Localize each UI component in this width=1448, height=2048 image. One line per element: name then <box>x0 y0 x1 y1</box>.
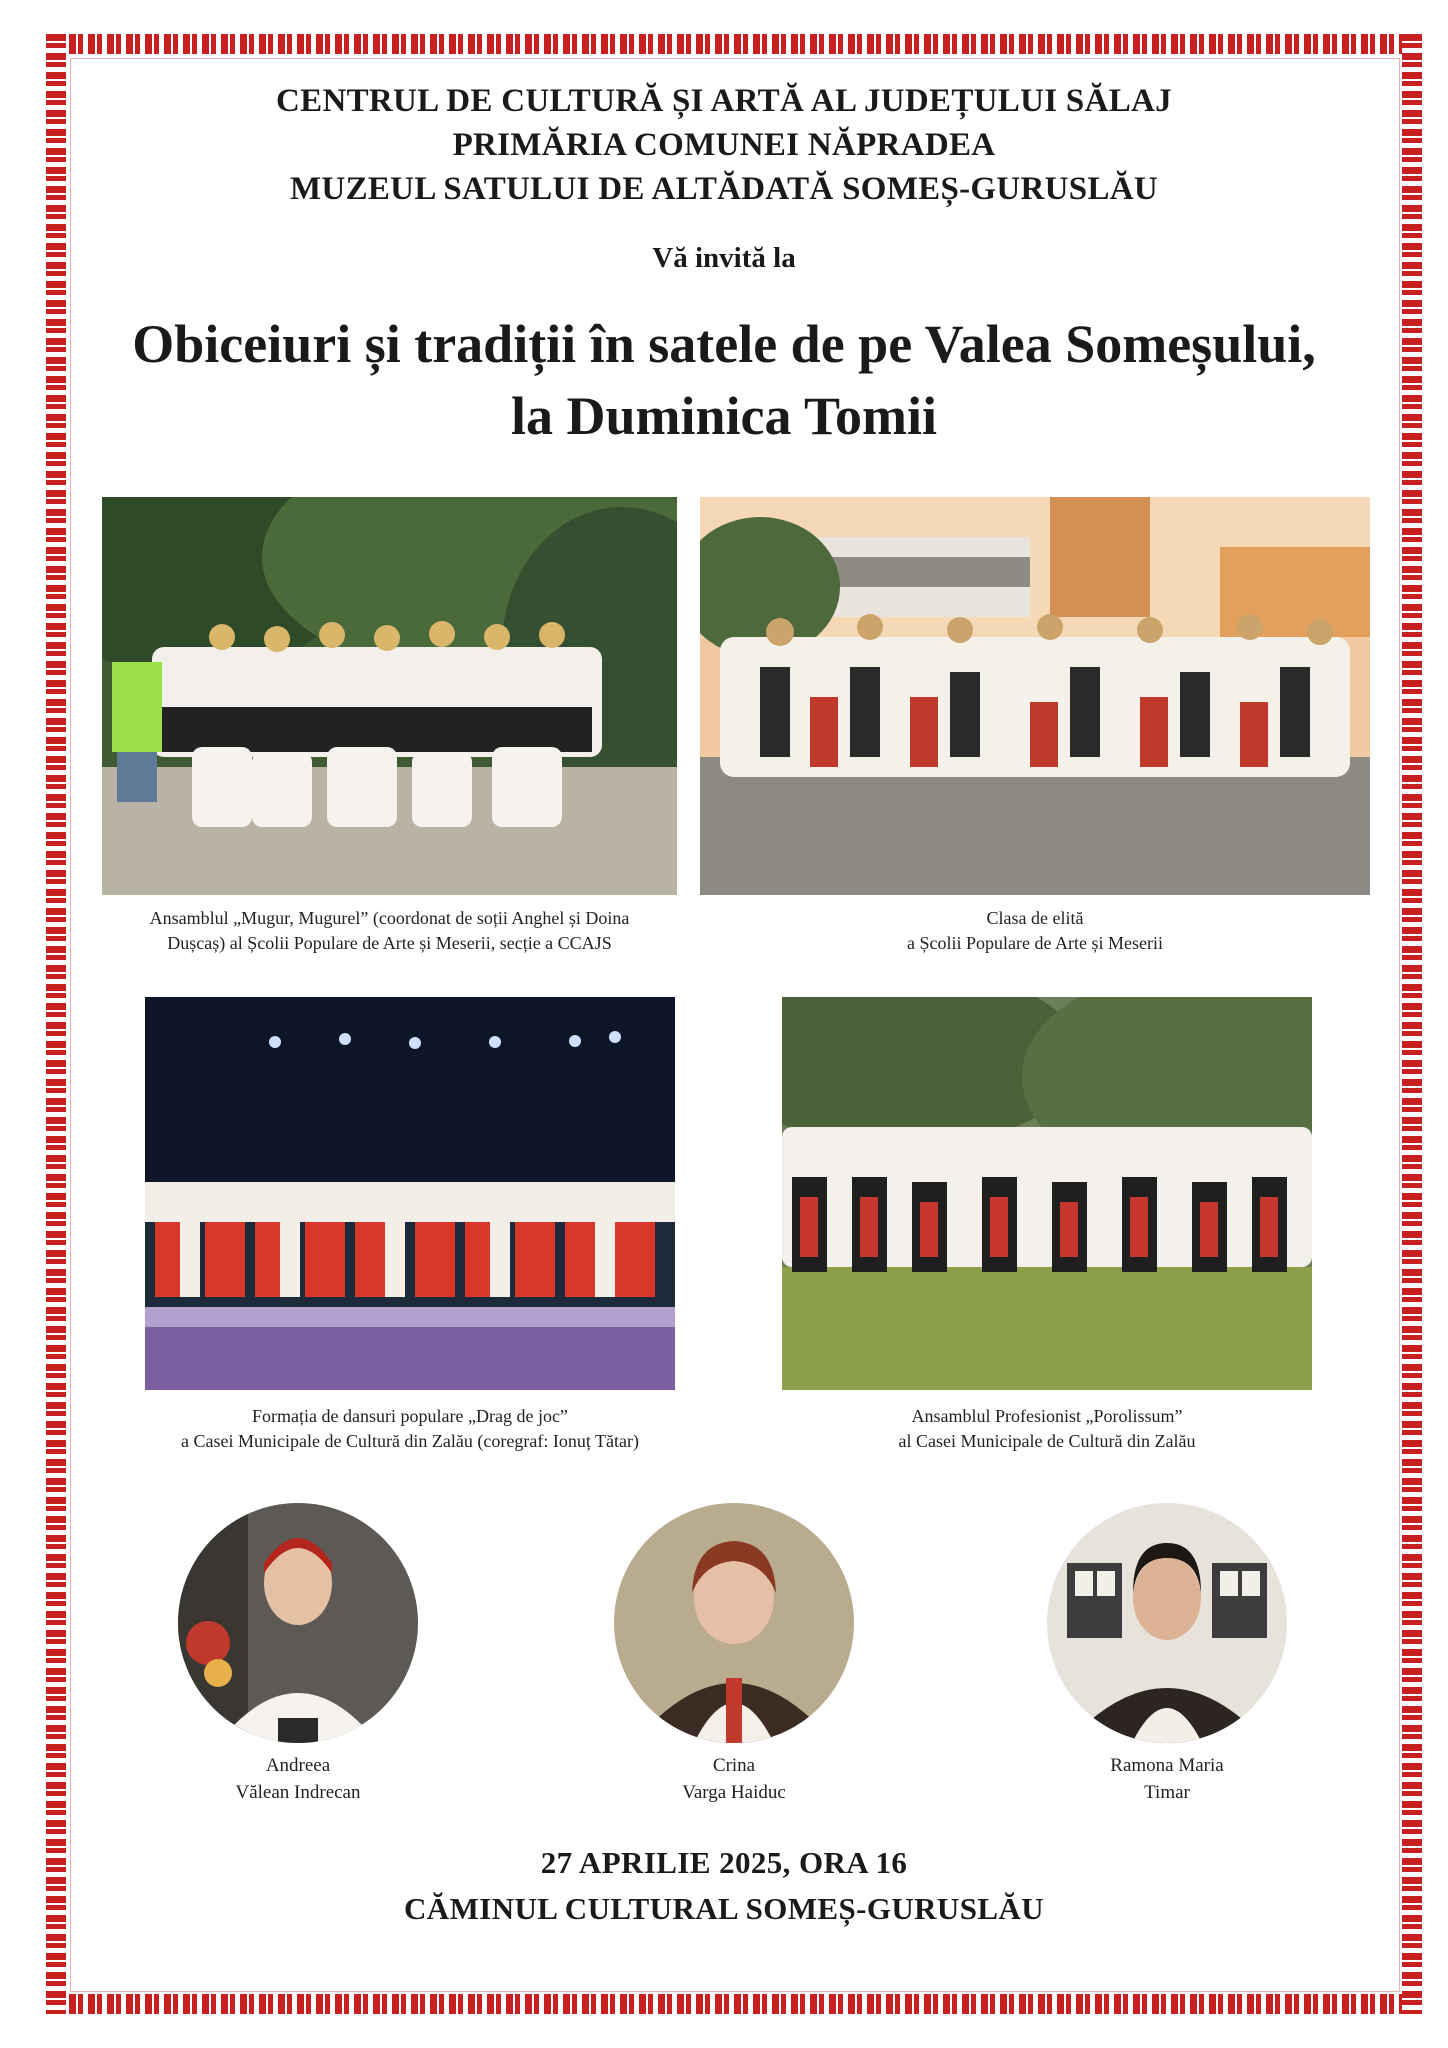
event-venue: CĂMINUL CULTURAL SOMEȘ-GURUSLĂU <box>404 1891 1044 1926</box>
organizer-2: PRIMĂRIA COMUNEI NĂPRADEA <box>452 127 996 163</box>
soloist-name-3: Ramona Maria Timar <box>1110 1755 1224 1803</box>
caption-photo-1: Ansamblul „Mugur, Mugurel” (coordonat de soții Anghel și Doina Dușcaș) al Școlii Populare de Arte și Meserii, secție a CCAJS <box>149 908 630 953</box>
portrait-ramona <box>1047 1503 1287 1743</box>
soloist-name-2: Crina Varga Haiduc <box>682 1755 786 1803</box>
portrait-crina <box>614 1503 854 1743</box>
photo-porolissum <box>782 997 1312 1390</box>
folk-border-bottom <box>50 1994 1418 2014</box>
caption-photo-4: Ansamblul Profesionist „Porolissum” al Casei Municipale de Cultură din Zalău <box>898 1406 1196 1451</box>
portrait-andreea <box>178 1503 418 1743</box>
caption-photo-2: Clasa de elită a Școlii Populare de Arte și Meserii <box>907 908 1163 953</box>
photo-clasa-de-elita <box>700 497 1370 895</box>
folk-border-top <box>50 34 1418 54</box>
organizer-1: CENTRUL DE CULTURĂ ȘI ARTĂ AL JUDEȚULUI SĂLAJ <box>276 83 1172 119</box>
event-date: 27 APRILIE 2025, ORA 16 <box>540 1845 908 1880</box>
caption-photo-3: Formația de dansuri populare „Drag de joc” a Casei Municipale de Cultură din Zalău (coregraf: Ionuț Tătar) <box>181 1406 639 1451</box>
event-title-line2: la Duminica Tomii <box>510 386 938 446</box>
photo-drag-de-joc <box>145 997 675 1390</box>
organizer-3: MUZEUL SATULUI DE ALTĂDATĂ SOMEȘ-GURUSLĂU <box>289 171 1159 207</box>
event-title-line1: Obiceiuri și tradiții în satele de pe Valea Someșului, <box>132 314 1316 374</box>
photo-mugur-mugurel <box>102 497 677 895</box>
invite-text: Vă invită la <box>652 242 796 274</box>
soloist-name-1: Andreea Vălean Indrecan <box>235 1755 361 1803</box>
